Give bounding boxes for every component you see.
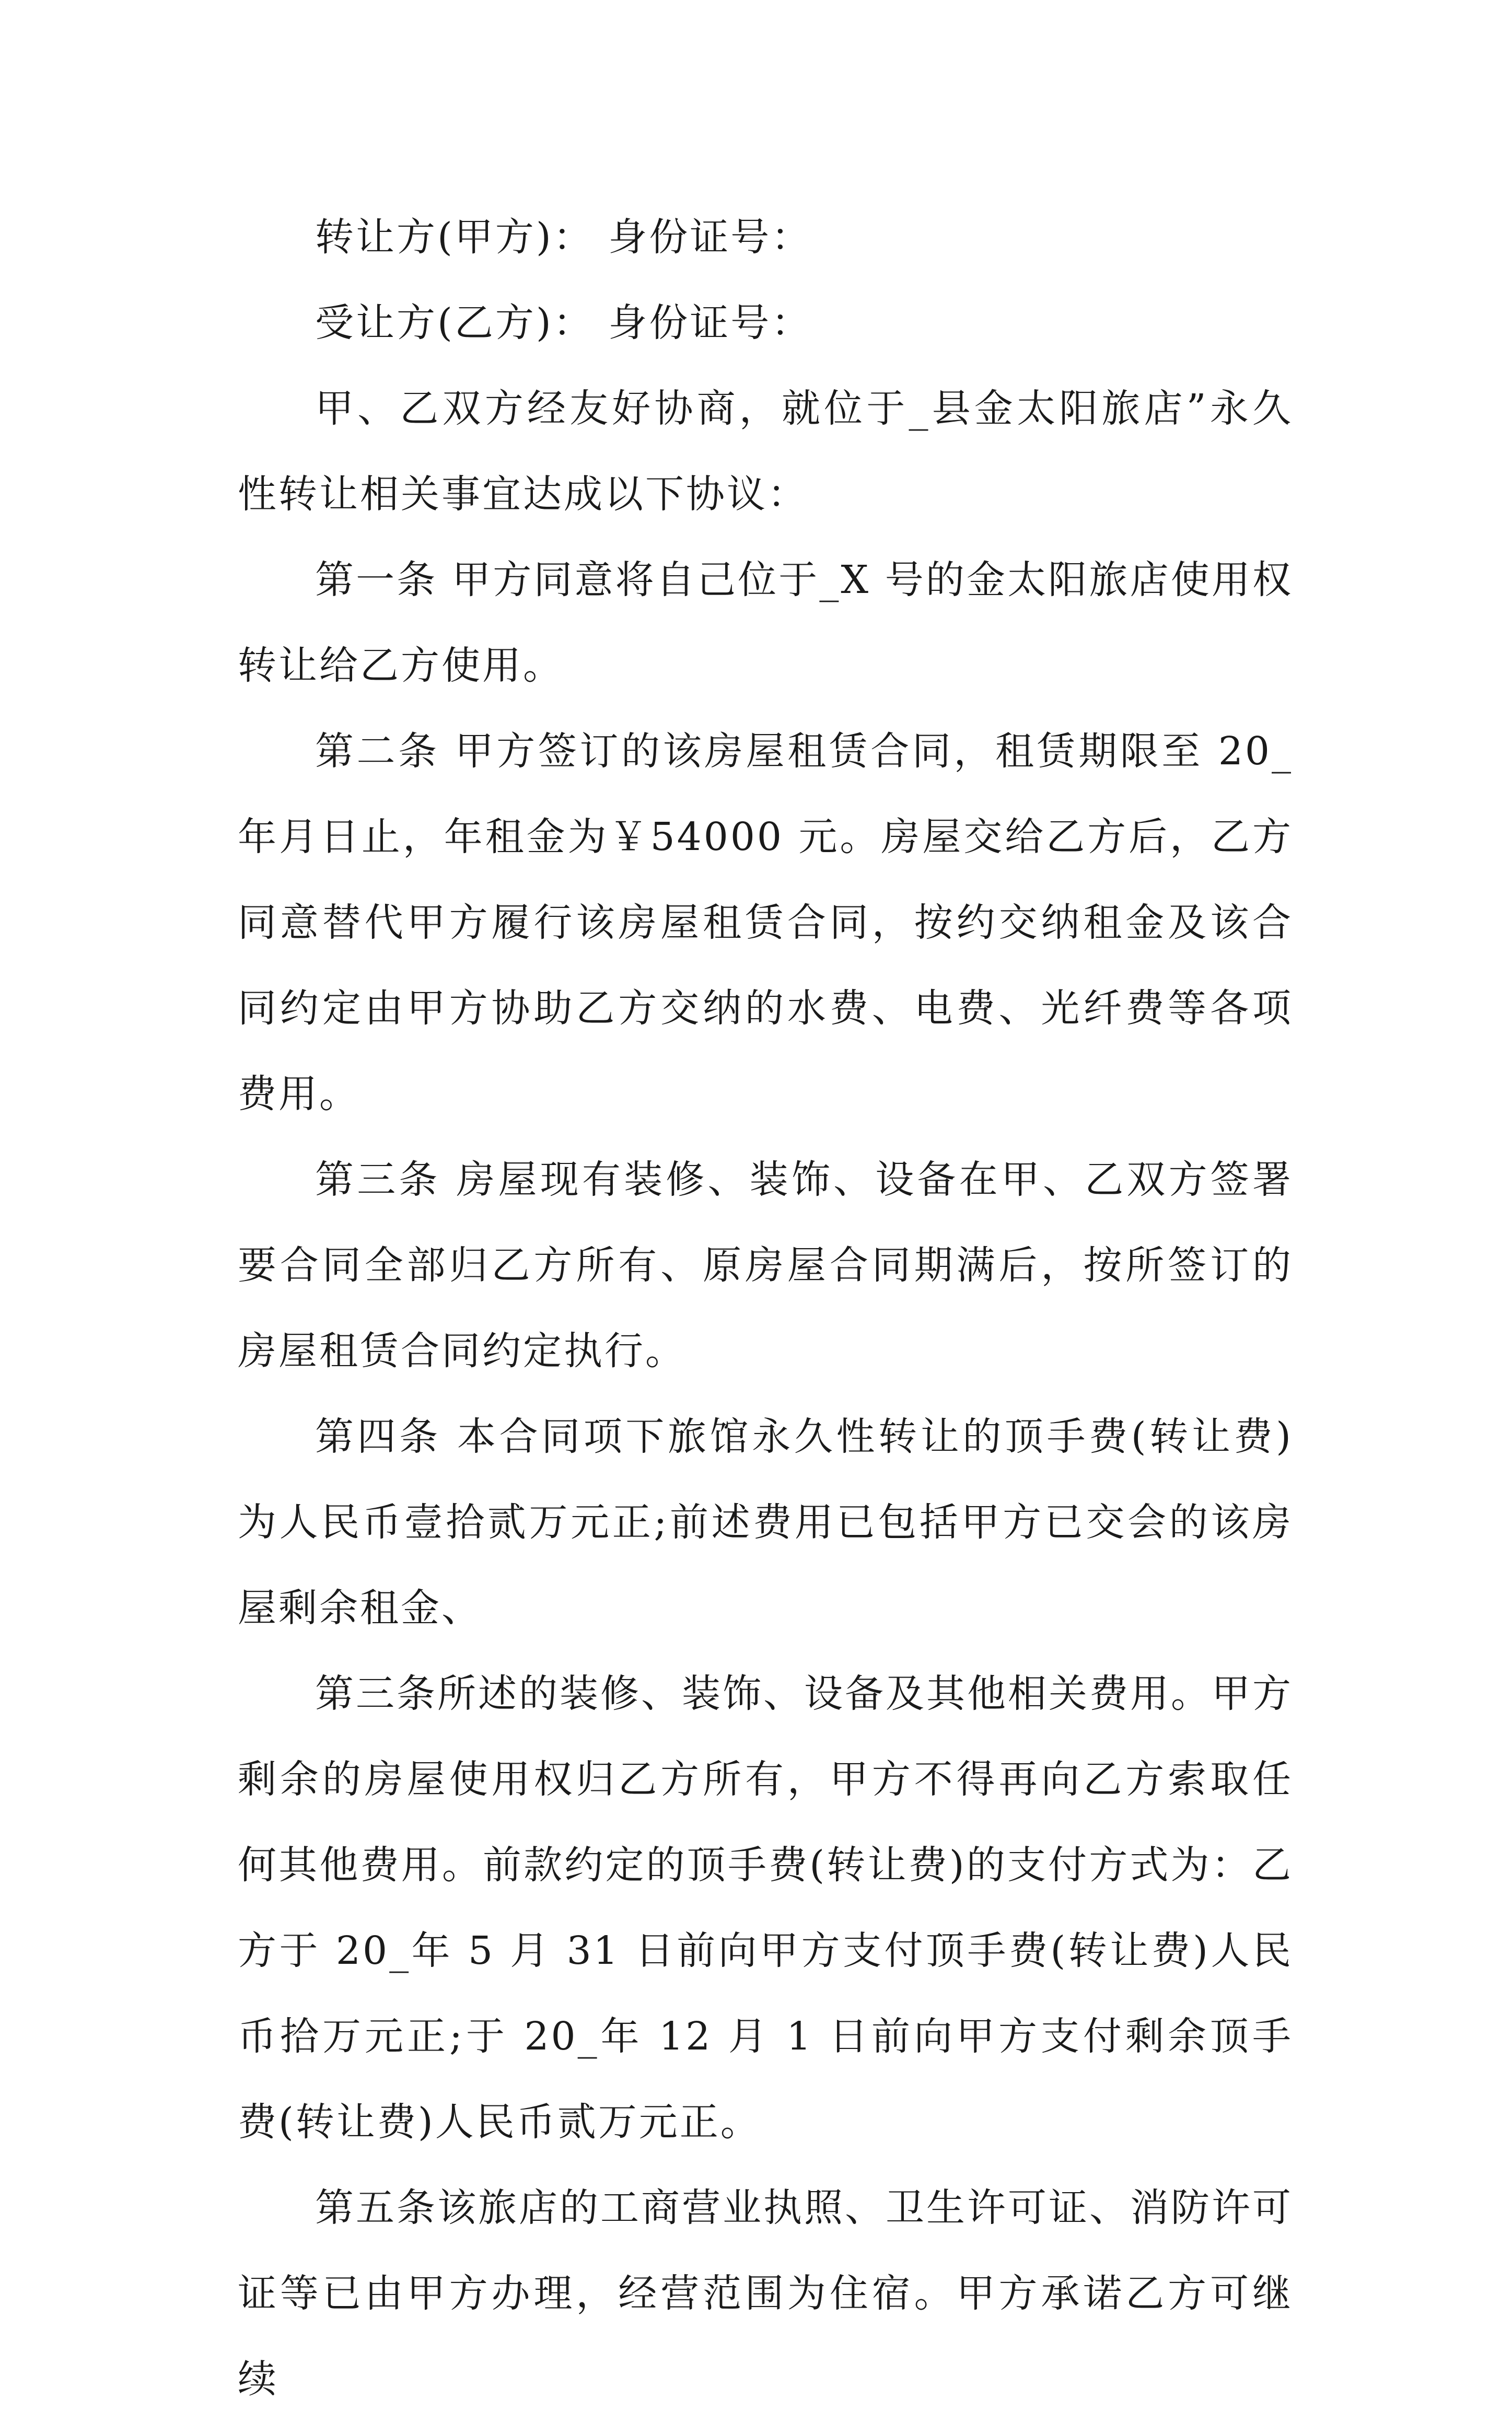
clause-4: 第四条 本合同项下旅馆永久性转让的顶手费(转让费)为人民币壹拾贰万元正;前述费用已包括甲方已交会的该房屋剩余租金、 [238,1414,1293,1631]
clause-4-continued: 第三条所述的装修、装饰、设备及其他相关费用。甲方剩余的房屋使用权归乙方所有，甲方不得再向乙方索取任何其他费用。前款约定的顶手费(转让费)的支付方式为：乙方于 20_年 5 月 31 日前向甲方支付顶手费(转让费)人民币拾万元正;于 20_年 12 月 1 日前向甲方支付剩余顶手费(转让费)人民币贰万元正。 [238,1671,1293,2145]
clause-2: 第二条 甲方签订的该房屋租赁合同，租赁期限至 20_年月日止，年租金为￥54000 元。房屋交给乙方后，乙方同意替代甲方履行该房屋租赁合同，按约交纳租金及该合同约定由甲方协助乙方交纳的水费、电费、光纤费等各项费用。 [238,729,1293,1116]
document-body [238,194,1293,2422]
party-a-line: 转让方(甲方)： 身份证号： [315,215,812,260]
agreement-intro: 甲、乙双方经友好协商，就位于_县金太阳旅店”永久性转让相关事宜达成以下协议： [238,386,1293,517]
party-b-line: 受让方(乙方)： 身份证号： [315,300,812,345]
clause-3: 第三条 房屋现有装修、装饰、设备在甲、乙双方签署要合同全部归乙方所有、原房屋合同期满后，按所签订的房屋租赁合同约定执行。 [238,1157,1293,1373]
clause-1: 第一条 甲方同意将自己位于_X 号的金太阳旅店使用权转让给乙方使用。 [238,557,1293,688]
clause-5: 第五条该旅店的工商营业执照、卫生许可证、消防许可证等已由甲方办理，经营范围为住宿。甲方承诺乙方可继续 [238,2185,1293,2402]
